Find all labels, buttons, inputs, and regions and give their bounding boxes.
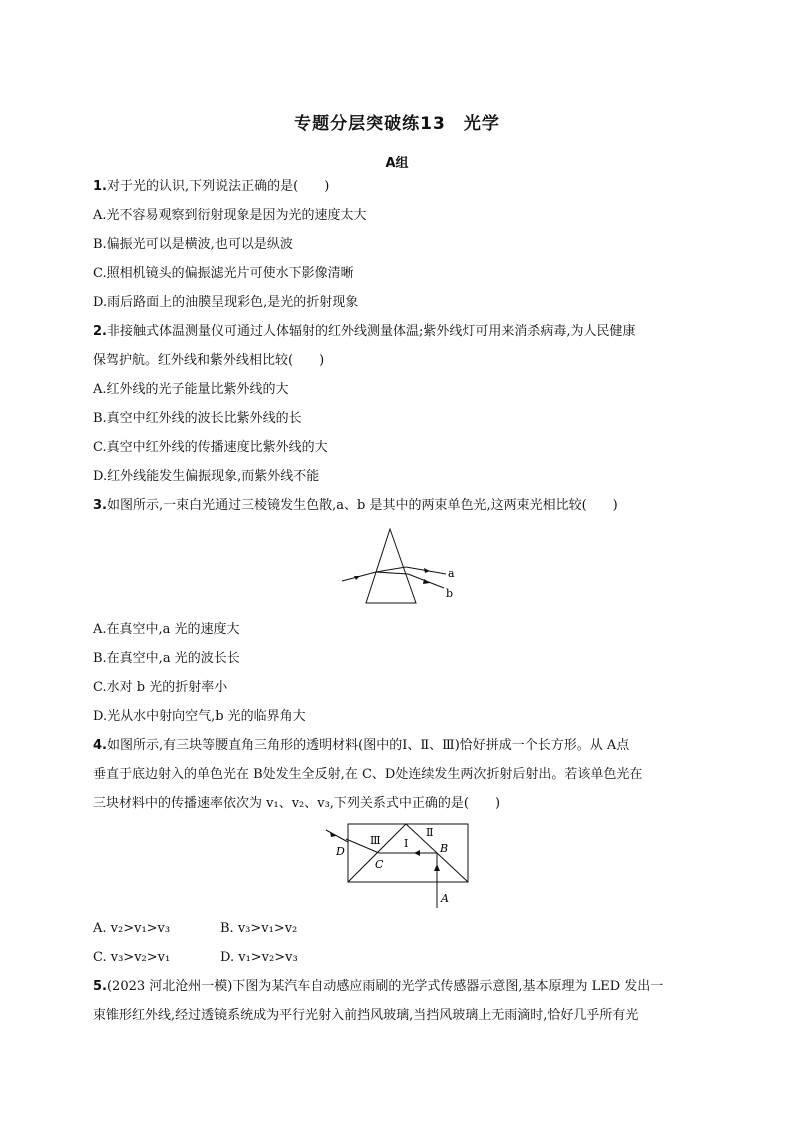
option-line: C.照相机镜头的偏振滤光片可使水下影像清晰 [93, 266, 354, 281]
question-text-continued: 保驾护航。红外线和紫外线相比较( ) [93, 353, 325, 368]
option-line: C.水对 b 光的折射率小 [93, 680, 228, 695]
ray-label-b: b [446, 587, 454, 600]
option-line: A.红外线的光子能量比紫外线的大 [93, 382, 289, 397]
question-number: 1. [93, 179, 107, 194]
option-line: D. v₁>v₂>v₃ [220, 950, 298, 965]
exit-ray [326, 830, 348, 842]
question-text-continued: 垂直于底边射入的单色光在 B处发生全反射,在 C、D处连续发生两次折射后射出。若该单色光在 [93, 767, 643, 782]
refracted-ray-a [376, 567, 406, 572]
option-line: A.光不容易观察到衍射现象是因为光的速度太大 [93, 208, 367, 223]
question-text: (2023 河北沧州一模)下图为某汽车自动感应雨刷的光学式传感器示意图,基本原理为 LED 发出一 [106, 979, 664, 994]
option-line: B.真空中红外线的波长比紫外线的长 [93, 411, 302, 426]
arrow-icon [423, 579, 430, 584]
prism-dispersion-figure [330, 525, 470, 607]
option-line: C. v₃>v₂>v₁ [93, 950, 171, 965]
option-line: D.红外线能发生偏振现象,而紫外线不能 [93, 469, 320, 484]
region-label-III: Ⅲ [370, 834, 381, 847]
three-prism-rectangle-figure [322, 820, 478, 912]
question-2-stem [93, 323, 636, 341]
region-label-II: Ⅱ [426, 826, 434, 839]
point-label-A: A [441, 892, 449, 905]
question-text-continued: 束锥形红外线,经过透镜系统成为平行光射入前挡风玻璃,当挡风玻璃上无雨滴时,恰好几乎所有光 [93, 1008, 639, 1023]
triangular-prism [366, 529, 416, 603]
question-text-continued: 三块材料中的传播速率依次为 v₁、v₂、v₃,下列关系式中正确的是( ) [93, 796, 501, 811]
option-line: C.真空中红外线的传播速度比紫外线的大 [93, 440, 328, 455]
question-text: 非接触式体温测量仪可通过人体辐射的红外线测量体温;紫外线灯可用来消杀病毒,为人民健康 [106, 324, 636, 339]
question-number: 2. [93, 324, 107, 339]
group-heading: A组 [385, 156, 409, 171]
question-1-stem [93, 178, 329, 196]
arrow-icon [434, 864, 440, 871]
refracted-ray-b [376, 572, 408, 574]
question-3-stem [93, 497, 618, 515]
option-line: B. v₃>v₁>v₂ [220, 921, 298, 936]
ray-label-a: a [448, 567, 455, 580]
page-title: 专题分层突破练13 光学 [294, 114, 500, 134]
option-line: B.在真空中,a 光的波长长 [93, 651, 240, 666]
question-number: 4. [93, 738, 107, 753]
arrow-icon [424, 568, 430, 573]
option-row [93, 949, 298, 967]
question-4-stem [93, 737, 629, 755]
option-row [93, 920, 298, 938]
option-line: A.在真空中,a 光的速度大 [93, 622, 240, 637]
question-text: 如图所示,一束白光通过三棱镜发生色散,a、b 是其中的两束单色光,这两束光相比较( ) [106, 498, 618, 513]
option-line: D.光从水中射向空气,b 光的临界角大 [93, 709, 306, 724]
option-line: D.雨后路面上的油膜呈现彩色,是光的折射现象 [93, 295, 359, 310]
question-text: 如图所示,有三块等腰直角三角形的透明材料(图中的Ⅰ、Ⅱ、Ⅲ)恰好拼成一个长方形。从 A点 [106, 738, 630, 753]
option-line: B.偏振光可以是横波,也可以是纵波 [93, 237, 293, 252]
arrow-icon [414, 850, 420, 856]
region-label-I: Ⅰ [404, 837, 409, 850]
point-label-C: C [375, 858, 384, 871]
point-label-D: D [336, 845, 345, 858]
question-number: 3. [93, 498, 107, 513]
question-5-stem [93, 978, 663, 996]
question-number: 5. [93, 979, 107, 994]
question-text: 对于光的认识,下列说法正确的是( ) [106, 179, 330, 194]
option-line: A. v₂>v₁>v₃ [93, 921, 171, 936]
point-label-B: B [440, 842, 449, 855]
